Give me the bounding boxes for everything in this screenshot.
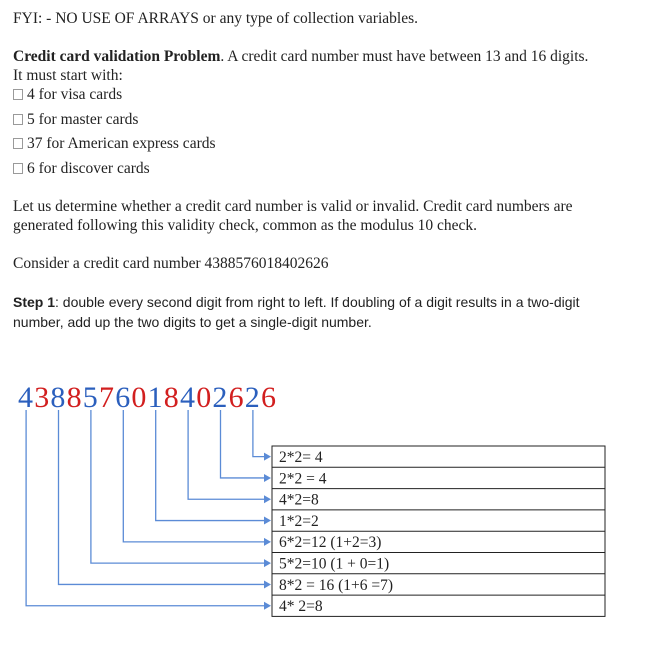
connector-line: [156, 410, 265, 521]
step1-line2: number, add up the two digits to get a single-digit number.: [13, 314, 372, 330]
card-digit: 1: [147, 381, 163, 414]
card-digit: 4: [18, 381, 33, 414]
step1-line: Step 1: double every second digit from right to left. If doubling of a digit results in a two-digit: [13, 294, 580, 310]
connector-line: [91, 410, 265, 563]
fyi-note: FYI: - NO USE OF ARRAYS or any type of collection variables.: [13, 10, 418, 27]
card-digit: 5: [82, 381, 98, 414]
connector-line: [221, 410, 266, 478]
arrow-head-icon: [264, 495, 271, 503]
card-digit: 8: [163, 381, 179, 414]
table-row: 4*2=8: [279, 491, 319, 509]
arrow-head-icon: [264, 517, 271, 525]
consider-line: Consider a credit card number 4388576018402626: [13, 255, 329, 272]
problem-title: Credit card validation Problem: [13, 48, 221, 65]
paragraph-line: Let us determine whether a credit card number is valid or invalid. Credit card numbers are: [13, 198, 573, 215]
table-row: 4* 2=8: [279, 598, 323, 616]
list-item: 5 for master cards: [13, 111, 138, 129]
table-row: 6*2=12 (1+2=3): [279, 534, 382, 552]
connector-line: [59, 410, 266, 584]
problem-start-line: It must start with:: [13, 67, 123, 84]
card-digit: 4: [180, 381, 195, 414]
card-digit: 6: [261, 381, 276, 414]
card-digit: 6: [228, 381, 244, 414]
card-digit: 7: [99, 381, 114, 414]
arrow-head-icon: [264, 453, 271, 461]
table-row: 5*2=10 (1 + 0=1): [279, 555, 390, 573]
connector-line: [26, 410, 265, 606]
arrow-head-icon: [264, 602, 271, 610]
table-row: 1*2=2: [279, 512, 319, 530]
table-row: 8*2 = 16 (1+6 =7): [279, 576, 394, 594]
list-item: 4 for visa cards: [13, 86, 122, 104]
card-digit: 8: [66, 381, 82, 414]
arrow-head-icon: [264, 580, 271, 588]
table-row: 2*2 = 4: [279, 470, 327, 488]
problem-intro-text: . A credit card number must have between 13 and 16 digits.: [220, 48, 589, 65]
card-digit: 0: [196, 381, 212, 414]
card-digit: 0: [131, 381, 147, 414]
card-digit: 6: [115, 381, 131, 414]
arrow-head-icon: [264, 538, 271, 546]
card-digit: 8: [50, 381, 66, 414]
arrow-head-icon: [264, 559, 271, 567]
list-item: 6 for discover cards: [13, 160, 150, 178]
card-digit: 2: [244, 381, 260, 414]
card-digit: 3: [34, 381, 50, 414]
connector-line: [123, 410, 265, 542]
list-item: 37 for American express cards: [13, 135, 216, 153]
paragraph-line: generated following this validity check, common as the modulus 10 check.: [13, 217, 478, 234]
step1-label: Step 1: [13, 294, 56, 310]
table-row: 2*2= 4: [279, 449, 323, 466]
card-digit: 2: [212, 381, 228, 414]
connector-line: [253, 410, 265, 457]
arrow-head-icon: [264, 474, 271, 482]
